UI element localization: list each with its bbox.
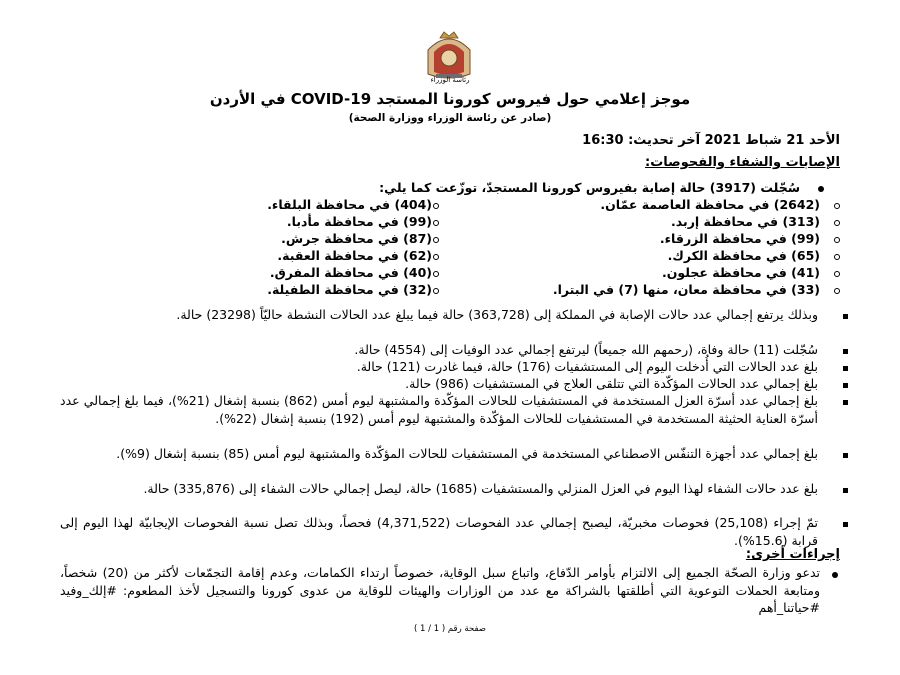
circle-bullet-icon bbox=[834, 237, 840, 243]
summary-item: بلغ إجمالي عدد أسرّة العزل المستخدمة في المستشفيات للحالات المؤكّدة والمشتبهة ليوم أمس (862) بنسبة إشغال (21%)، فيما بلغ إجمالي عدد أسرّة العناية الحثيثة المستخدمة في المستشفيات للحالات المؤكّدة والمشتبهة ليوم أمس (192) بنسبة إشغال (22%). bbox=[60, 393, 818, 426]
square-bullet-icon bbox=[843, 522, 848, 527]
circle-bullet-icon bbox=[433, 271, 439, 277]
emblem-caption: رئاسة الوزراء bbox=[430, 76, 470, 84]
page-number: صفحة رقم ( 1 / 1 ) bbox=[414, 624, 486, 634]
page-subtitle: (صادر عن رئاسة الوزراء ووزارة الصحة) bbox=[348, 112, 552, 124]
governorate-item: (65) في محافظة الكرك. bbox=[667, 248, 820, 263]
square-bullet-icon bbox=[843, 400, 848, 405]
summary-item: بلغ إجمالي عدد الحالات المؤكّدة التي تتلقى العلاج في المستشفيات (986) حالة. bbox=[405, 376, 818, 391]
square-bullet-icon bbox=[843, 314, 848, 319]
governorate-item: (40) في محافظة المفرق. bbox=[269, 265, 432, 280]
summary-item: وبذلك يرتفع إجمالي عدد حالات الإصابة في المملكة إلى (363,728) حالة فيما يبلغ عدد الحالات النشطة حاليّاً (23298) حالة. bbox=[176, 307, 818, 322]
circle-bullet-icon bbox=[834, 203, 840, 209]
governorate-item: (2642) في محافظة العاصمة عمّان. bbox=[600, 197, 820, 212]
square-bullet-icon bbox=[843, 453, 848, 458]
section1-heading: الإصابات والشفاء والفحوصات: bbox=[645, 155, 840, 170]
square-bullet-icon bbox=[843, 366, 848, 371]
governorate-item: (87) في محافظة جرش. bbox=[281, 231, 432, 246]
bullet-icon bbox=[832, 572, 838, 578]
summary-item: بلغ عدد حالات الشفاء لهذا اليوم في العزل المنزلي والمستشفيات (1685) حالة، ليصل إجمالي حالات الشفاء إلى (335,876) حالة. bbox=[143, 481, 818, 496]
circle-bullet-icon bbox=[834, 220, 840, 226]
governorate-item: (404) في محافظة البلقاء. bbox=[267, 197, 432, 212]
circle-bullet-icon bbox=[433, 220, 439, 226]
square-bullet-icon bbox=[843, 383, 848, 388]
cases-intro: سُجّلت (3917) حالة إصابة بفيروس كورونا المستجدّ، توزّعت كما يلي: bbox=[379, 180, 800, 195]
other-measures-text: تدعو وزارة الصحّة الجميع إلى الالتزام بأوامر الدّفاع، واتباع سبل الوقاية، خصوصاً ارتداء الكمامات، وعدم إقامة التجمّعات لأكثر من (20) شخصاً، ومتابعة الحملات التوعوية التي أطلقتها بالشراكة مع عدد من الوزارات والهيئات للوقاية من عدوى كورونا والتسجيل لأخذ المطعوم: #إلك_وفيد #حياتنا_أهم bbox=[60, 565, 820, 615]
circle-bullet-icon bbox=[433, 203, 439, 209]
square-bullet-icon bbox=[843, 488, 848, 493]
summary-item: سُجّلت (11) حالة وفاة، (رحمهم الله جميعاً) ليرتفع إجمالي عدد الوفيات إلى (4554) حالة. bbox=[354, 342, 818, 357]
governorate-item: (41) في محافظة عجلون. bbox=[661, 265, 820, 280]
summary-item: تمّ إجراء (25,108) فحوصات مخبريّة، ليصبح إجمالي عدد الفحوصات (4,371,522) فحصاً، وبذلك تصل نسبة الفحوصات الإيجابيّة لهذا اليوم إلى قرابة (15.6%). bbox=[60, 515, 818, 548]
summary-item: بلغ إجمالي عدد أجهزة التنفّس الاصطناعي المستخدمة في المستشفيات للحالات المؤكّدة والمشتبهة ليوم أمس (85) بنسبة إشغال (9%). bbox=[116, 446, 818, 461]
circle-bullet-icon bbox=[834, 254, 840, 260]
governorate-item: (99) في محافظة الزرقاء. bbox=[659, 231, 820, 246]
governorate-item: (62) في محافظة العقبة. bbox=[277, 248, 432, 263]
governorate-item: (33) في محافظة معان، منها (7) في البترا. bbox=[552, 282, 820, 297]
circle-bullet-icon bbox=[834, 271, 840, 277]
square-bullet-icon bbox=[843, 349, 848, 354]
section2-heading: إجراءات أخرى: bbox=[745, 547, 840, 562]
governorate-item: (32) في محافظة الطفيلة. bbox=[267, 282, 432, 297]
governorate-item: (313) في محافظة إربد. bbox=[671, 214, 820, 229]
date-line: الأحد 21 شباط 2021 آخر تحديث: 16:30 bbox=[582, 133, 840, 148]
circle-bullet-icon bbox=[433, 237, 439, 243]
circle-bullet-icon bbox=[433, 254, 439, 260]
circle-bullet-icon bbox=[834, 288, 840, 294]
summary-item: بلغ عدد الحالات التي أُدخلت اليوم إلى المستشفيات (176) حالة، فيما غادرت (121) حالة. bbox=[356, 359, 818, 374]
page-title: موجز إعلامي حول فيروس كورونا المستجد COVID-19 في الأردن bbox=[209, 90, 691, 108]
circle-bullet-icon bbox=[433, 288, 439, 294]
bullet-icon bbox=[818, 186, 824, 192]
governorate-item: (99) في محافظة مأدبا. bbox=[286, 214, 432, 229]
